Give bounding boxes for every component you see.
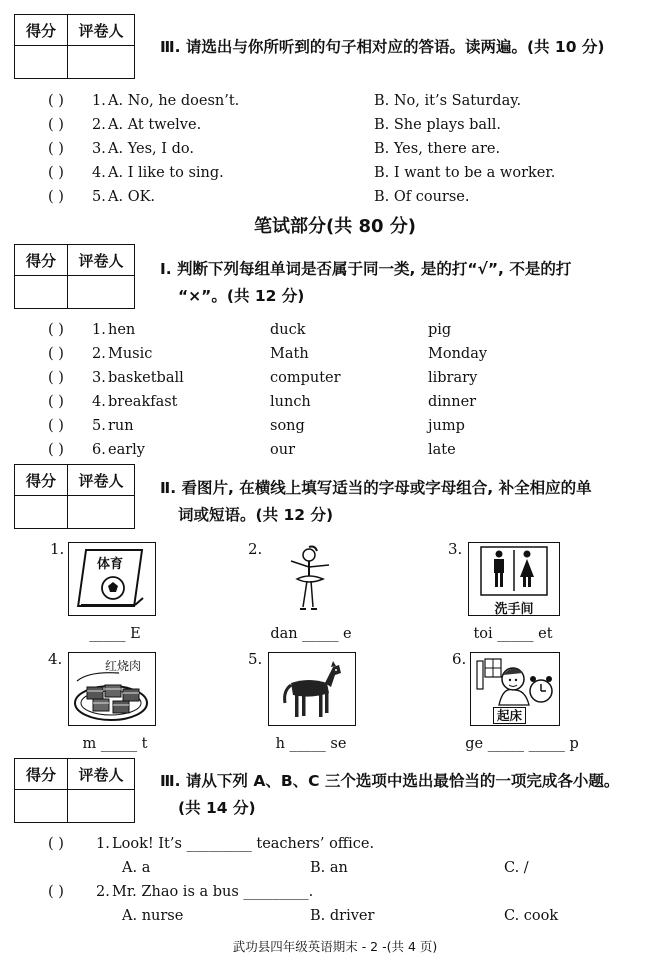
grader-cell[interactable] — [68, 46, 135, 79]
section-header-listen-3: Ⅲ. 请选出与你所听到的句子相对应的答语。读两遍。(共 10 分) — [160, 38, 605, 56]
score-cell[interactable] — [15, 496, 68, 529]
option-b: B. I want to be a worker. — [374, 165, 556, 181]
header-line: Ⅰ. 判断下列每组单词是否属于同一类, 是的打“√”, 不是的打 — [160, 260, 572, 278]
written-part-title: 笔试部分(共 80 分) — [253, 216, 417, 237]
header-line: 词或短语。(共 12 分) — [178, 506, 334, 524]
word: song — [270, 418, 305, 434]
picture-number: 2. — [248, 540, 263, 558]
score-label: 得分 — [15, 759, 68, 790]
word: hen — [108, 322, 136, 338]
option-a: A. At twelve. — [108, 117, 202, 133]
section-header-w3 — [160, 768, 619, 822]
item-number: 2. — [96, 884, 110, 900]
grader-cell[interactable] — [68, 790, 135, 823]
dancer-icon — [268, 542, 356, 616]
picture-number: 3. — [448, 540, 463, 558]
item-number: 1. — [92, 93, 106, 109]
question-text: Mr. Zhao is a bus _________. — [112, 884, 314, 900]
get-up-icon — [470, 652, 560, 726]
option-c: C. cook — [504, 908, 559, 924]
header-line: (共 14 分) — [178, 799, 256, 817]
option-a: A. I like to sing. — [108, 165, 224, 181]
list-item — [0, 138, 670, 160]
answer-bracket[interactable]: ( ) — [48, 189, 64, 205]
picture-number: 5. — [248, 650, 263, 668]
list-item — [0, 90, 670, 112]
item-number: 4. — [92, 394, 106, 410]
option-a: A. OK. — [108, 189, 156, 205]
grader-label: 评卷人 — [68, 759, 135, 790]
option-c: C. / — [504, 860, 529, 876]
word: breakfast — [108, 394, 178, 410]
answer-bracket[interactable]: ( ) — [48, 93, 64, 109]
word: basketball — [108, 370, 184, 386]
braised-pork-icon — [68, 652, 156, 726]
score-box — [14, 244, 135, 309]
grader-label: 评卷人 — [68, 465, 135, 496]
picture-label: 洗手间 — [494, 602, 534, 617]
item-number: 6. — [92, 442, 106, 458]
picture-label: 红烧肉 — [105, 659, 142, 673]
option-b: B. Of course. — [374, 189, 470, 205]
word: lunch — [270, 394, 311, 410]
option-b: B. driver — [310, 908, 375, 924]
option-b: B. an — [310, 860, 348, 876]
answer-bracket[interactable]: ( ) — [48, 346, 64, 362]
answer-bracket[interactable]: ( ) — [48, 117, 64, 133]
section-header-w1 — [160, 256, 571, 310]
word: pig — [428, 322, 452, 338]
score-label: 得分 — [15, 465, 68, 496]
fill-blank[interactable]: ge _____ _____ p — [465, 736, 579, 752]
question-text: Look! It’s _________ teachers’ office. — [112, 836, 375, 852]
item-number: 5. — [92, 418, 106, 434]
list-item — [0, 857, 670, 879]
list-item — [0, 343, 670, 365]
word: our — [270, 442, 295, 458]
answer-bracket[interactable]: ( ) — [48, 322, 64, 338]
picture-label: 起床 — [493, 707, 526, 724]
list-item — [0, 367, 670, 389]
option-b: B. She plays ball. — [374, 117, 501, 133]
item-number: 2. — [92, 346, 106, 362]
pe-book-icon — [68, 542, 156, 616]
word: Monday — [428, 346, 488, 362]
item-number: 1. — [96, 836, 110, 852]
answer-bracket[interactable]: ( ) — [48, 884, 64, 900]
option-b: B. No, it’s Saturday. — [374, 93, 522, 109]
fill-blank[interactable]: dan _____ e — [270, 626, 352, 642]
option-a: A. a — [122, 860, 151, 876]
list-item — [0, 319, 670, 341]
header-line: “×”。(共 12 分) — [178, 287, 305, 305]
score-cell[interactable] — [15, 790, 68, 823]
option-b: B. Yes, there are. — [374, 141, 501, 157]
list-item — [0, 439, 670, 461]
word: duck — [270, 322, 306, 338]
list-item — [0, 391, 670, 413]
picture-number: 1. — [50, 540, 65, 558]
picture-number: 4. — [48, 650, 63, 668]
score-box — [14, 758, 135, 823]
fill-blank[interactable]: _____ E — [89, 626, 141, 642]
score-cell[interactable] — [15, 276, 68, 309]
word: library — [428, 370, 478, 386]
fill-blank[interactable]: m _____ t — [82, 736, 148, 752]
answer-bracket[interactable]: ( ) — [48, 442, 64, 458]
fill-blank[interactable]: h _____ se — [275, 736, 347, 752]
answer-bracket[interactable]: ( ) — [48, 370, 64, 386]
score-box — [14, 14, 135, 79]
list-item — [0, 905, 670, 927]
grader-label: 评卷人 — [68, 245, 135, 276]
item-number: 3. — [92, 141, 106, 157]
list-item — [0, 114, 670, 136]
score-label: 得分 — [15, 15, 68, 46]
list-item — [0, 415, 670, 437]
picture-number: 6. — [452, 650, 467, 668]
word: computer — [270, 370, 341, 386]
list-item — [0, 186, 670, 208]
word: late — [428, 442, 456, 458]
grader-label: 评卷人 — [68, 15, 135, 46]
word: Music — [108, 346, 153, 362]
word: jump — [428, 418, 465, 434]
item-number: 1. — [92, 322, 106, 338]
section-header-w2 — [160, 475, 592, 529]
list-item — [0, 881, 670, 903]
page-footer: 武功县四年级英语期末 - 2 -(共 4 页) — [232, 939, 438, 954]
score-label: 得分 — [15, 245, 68, 276]
answer-bracket[interactable]: ( ) — [48, 141, 64, 157]
answer-bracket[interactable]: ( ) — [48, 165, 64, 181]
answer-bracket[interactable]: ( ) — [48, 418, 64, 434]
answer-bracket[interactable]: ( ) — [48, 394, 64, 410]
option-a: A. No, he doesn’t. — [108, 93, 240, 109]
header-line: Ⅲ. 请从下列 A、B、C 三个选项中选出最恰当的一项完成各小题。 — [160, 772, 620, 790]
word: dinner — [428, 394, 477, 410]
list-item — [0, 162, 670, 184]
word: Math — [270, 346, 309, 362]
grader-cell[interactable] — [68, 496, 135, 529]
item-number: 3. — [92, 370, 106, 386]
item-number: 4. — [92, 165, 106, 181]
list-item — [0, 833, 670, 855]
answer-bracket[interactable]: ( ) — [48, 836, 64, 852]
option-a: A. nurse — [122, 908, 184, 924]
fill-blank[interactable]: toi _____ et — [473, 626, 553, 642]
item-number: 5. — [92, 189, 106, 205]
word: early — [108, 442, 145, 458]
picture-label: 体育 — [97, 557, 124, 572]
score-cell[interactable] — [15, 46, 68, 79]
header-line: Ⅱ. 看图片, 在横线上填写适当的字母或字母组合, 补全相应的单 — [160, 479, 592, 497]
score-box — [14, 464, 135, 529]
grader-cell[interactable] — [68, 276, 135, 309]
word: run — [108, 418, 134, 434]
restroom-icon — [468, 542, 560, 616]
horse-icon — [268, 652, 356, 726]
item-number: 2. — [92, 117, 106, 133]
option-a: A. Yes, I do. — [108, 141, 194, 157]
